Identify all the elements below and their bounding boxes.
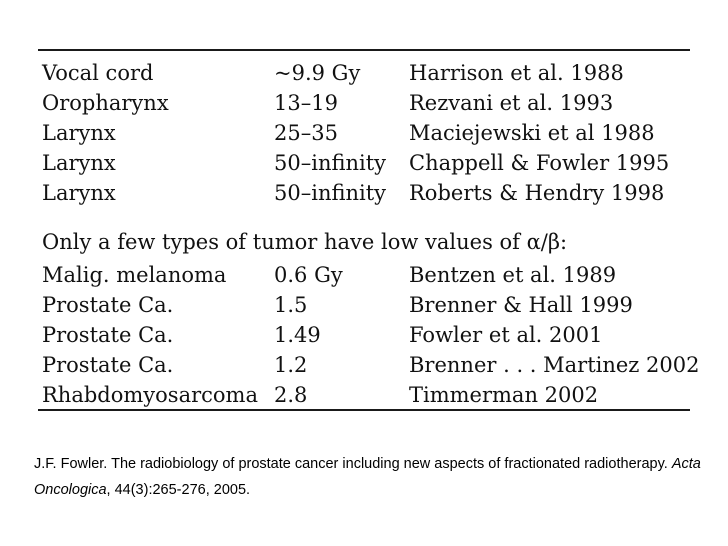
site-cell: Prostate Ca. — [42, 323, 174, 347]
reference-cell: Maciejewski et al 1988 — [409, 121, 655, 145]
site-cell: Larynx — [42, 181, 116, 205]
site-cell: Vocal cord — [42, 61, 154, 85]
table-row — [42, 88, 692, 118]
table-top-rule — [38, 49, 690, 51]
reference-cell: Harrison et al. 1988 — [409, 61, 624, 85]
value-cell: ~9.9 Gy — [274, 61, 361, 85]
table-row — [42, 320, 692, 350]
reference-cell: Brenner & Hall 1999 — [409, 293, 633, 317]
reference-cell: Timmerman 2002 — [409, 383, 599, 407]
table-row — [42, 148, 692, 178]
value-cell: 0.6 Gy — [274, 263, 343, 287]
value-cell: 50–infinity — [274, 151, 387, 175]
site-cell: Larynx — [42, 151, 116, 175]
reference-cell: Roberts & Hendry 1998 — [409, 181, 665, 205]
reference-cell: Brenner . . . Martinez 2002 — [409, 353, 700, 377]
table-row — [42, 380, 692, 410]
table-row — [42, 58, 692, 88]
value-cell: 1.49 — [274, 323, 321, 347]
table-row — [42, 290, 692, 320]
citation — [34, 451, 714, 503]
site-cell: Malig. melanoma — [42, 263, 227, 287]
reference-cell: Chappell & Fowler 1995 — [409, 151, 670, 175]
citation-text: J.F. Fowler. The radiobiology of prostate cancer including new aspects of fractionated radiotherapy. — [34, 456, 672, 472]
table-row — [42, 350, 700, 380]
site-cell: Larynx — [42, 121, 116, 145]
table-row — [42, 178, 692, 208]
citation-details: , 44(3):265-276, 2005. — [106, 482, 251, 498]
reference-cell: Rezvani et al. 1993 — [409, 91, 614, 115]
journal-name: Acta Oncologica — [34, 456, 701, 498]
value-cell: 1.2 — [274, 353, 308, 377]
value-cell: 2.8 — [274, 383, 308, 407]
value-cell: 13–19 — [274, 91, 338, 115]
table-bottom-rule — [38, 409, 690, 411]
reference-cell: Bentzen et al. 1989 — [409, 263, 617, 287]
alpha-beta-table — [42, 58, 700, 410]
value-cell: 25–35 — [274, 121, 338, 145]
value-cell: 1.5 — [274, 293, 308, 317]
table-subheading: Only a few types of tumor have low values of α/β: — [42, 230, 568, 254]
site-cell: Prostate Ca. — [42, 353, 174, 377]
site-cell: Prostate Ca. — [42, 293, 174, 317]
site-cell: Rhabdomyosarcoma — [42, 383, 258, 407]
reference-cell: Fowler et al. 2001 — [409, 323, 603, 347]
table-row — [42, 260, 692, 290]
table-row — [42, 118, 692, 148]
value-cell: 50–infinity — [274, 181, 387, 205]
site-cell: Oropharynx — [42, 91, 169, 115]
